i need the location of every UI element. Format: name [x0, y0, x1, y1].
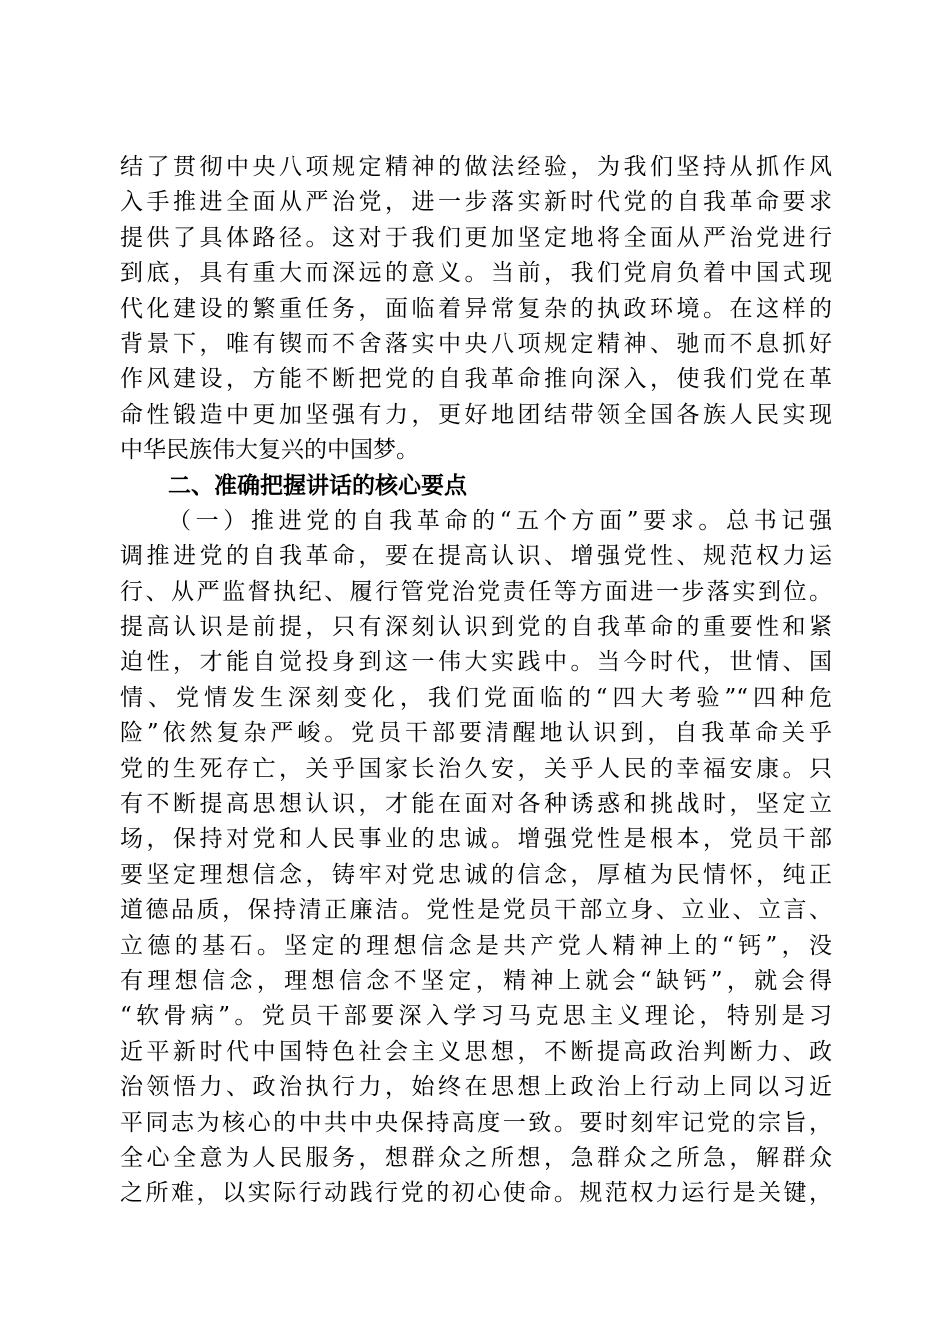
text-line: 党的生死存亡，关乎国家长治久安，关乎人民的幸福安康。只	[120, 755, 832, 782]
text-line: 提供了具体路径。这对于我们更加坚定地将全面从严治党进行	[120, 224, 832, 251]
text-line: 立德的基石。坚定的理想信念是共产党人精神上的“钙”，没	[120, 932, 832, 959]
text-line: 迫性，才能自觉投身到这一伟大实践中。当今时代，世情、国	[120, 649, 832, 676]
text-line: 作风建设，方能不断把党的自我革命推向深入，使我们党在革	[120, 366, 832, 393]
text-line: 背景下，唯有锲而不舍落实中央八项规定精神、驰而不息抓好	[120, 330, 832, 357]
text-line: 平同志为核心的中共中央保持高度一致。要时刻牢记党的宗旨，	[120, 1109, 832, 1136]
text-line: 道德品质，保持清正廉洁。党性是党员干部立身、立业、立言、	[120, 897, 832, 924]
text-line: 场，保持对党和人民事业的忠诚。增强党性是根本，党员干部	[120, 826, 832, 853]
document-body	[120, 150, 832, 1212]
text-line: 险”依然复杂严峻。党员干部要清醒地认识到，自我革命关乎	[120, 720, 832, 747]
text-line: 调推进党的自我革命，要在提高认识、增强党性、规范权力运	[120, 543, 832, 570]
text-line: 提高认识是前提，只有深刻认识到党的自我革命的重要性和紧	[120, 614, 832, 641]
text-line: 要坚定理想信念，铸牢对党忠诚的信念，厚植为民情怀，纯正	[120, 861, 832, 888]
section-heading: 二、准确把握讲话的核心要点	[168, 472, 467, 499]
text-line: 之所难，以实际行动践行党的初心使命。规范权力运行是关键，	[120, 1180, 832, 1207]
text-line: 近平新时代中国特色社会主义思想，不断提高政治判断力、政	[120, 1038, 832, 1065]
paragraph-1	[120, 150, 832, 469]
text-line: 有不断提高思想认识，才能在面对各种诱惑和挑战时，坚定立	[120, 791, 832, 818]
text-line: 治领悟力、政治执行力，始终在思想上政治上行动上同以习近	[120, 1074, 832, 1101]
text-line: 中华民族伟大复兴的中国梦。	[120, 437, 419, 464]
text-line: （一）推进党的自我革命的“五个方面”要求。总书记强	[168, 507, 832, 534]
text-line: 情、党情发生深刻变化，我们党面临的“四大考验”“四种危	[120, 684, 832, 711]
text-line: 有理想信念，理想信念不坚定，精神上就会“缺钙”，就会得	[120, 967, 832, 994]
text-line: 命性锻造中更加坚强有力，更好地团结带领全国各族人民实现	[120, 401, 832, 428]
text-line: 到底，具有重大而深远的意义。当前，我们党肩负着中国式现	[120, 260, 832, 287]
text-line: 结了贯彻中央八项规定精神的做法经验，为我们坚持从抓作风	[120, 154, 832, 180]
text-line: “软骨病”。党员干部要深入学习马克思主义理论，特别是习	[120, 1003, 832, 1030]
paragraph-2	[120, 504, 832, 1212]
text-line: 代化建设的繁重任务，面临着异常复杂的执政环境。在这样的	[120, 295, 832, 322]
text-line: 行、从严监督执纪、履行管党治党责任等方面进一步落实到位。	[120, 578, 832, 605]
text-line: 入手推进全面从严治党，进一步落实新时代党的自我革命要求	[120, 189, 832, 216]
text-line: 全心全意为人民服务，想群众之所想，急群众之所急，解群众	[120, 1144, 832, 1171]
